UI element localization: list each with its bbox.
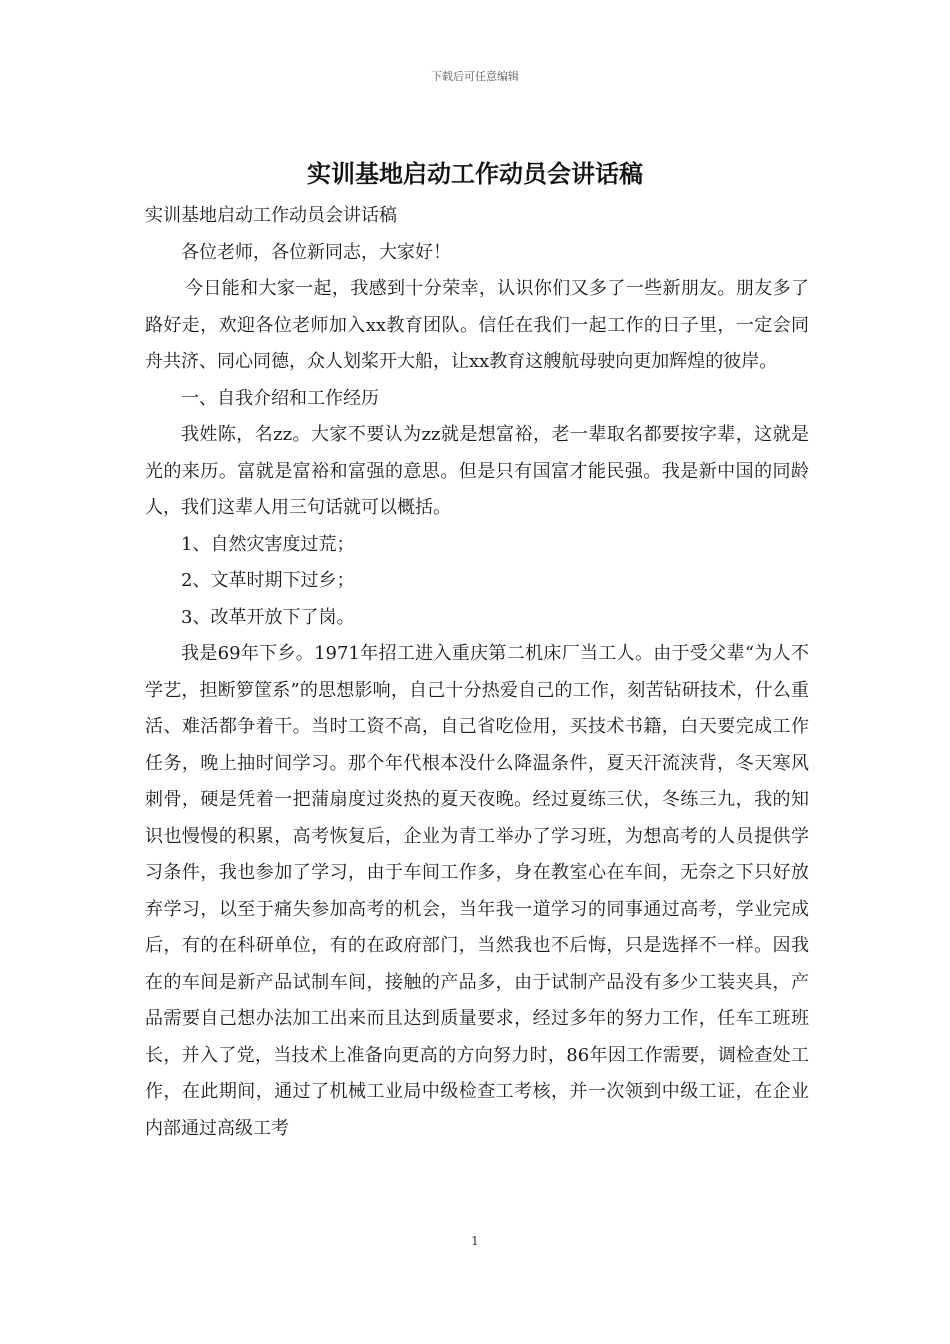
section-heading-1: 一、自我介绍和工作经历 [181,387,379,409]
document-title: 实训基地启动工作动员会讲话稿 [307,160,643,188]
paragraph-subtitle: 实训基地启动工作动员会讲话稿 [145,205,397,226]
paragraph-work-history: 我是69年下乡。1971年招工进入重庆第二机床厂当工人。由于受父辈“为人不学艺，担断箩筐系”的思想影响，自己十分热爱自己的工作，刻苦钻研技术，什么重活、难活都争着干。当时工资不高，自己省吃俭用，买技术书籍，白天要完成工作任务，晚上抽时间学习。那个年代根本没什么降温条件，夏天汗流浃背，冬天寒风刺骨，硬是凭着一把蒲扇度过炎热的夏天夜晚。经过夏练三伏，冬练三九，我的知识也慢慢的积累，高考恢复后，企业为青工举办了学习班，为想高考的人员提供学习条件，我也参加了学习，由于车间工作多，身在教室心在车间，无奈之下只好放弃学习，以至于痛失参加高考的机会，当年我一道学习的同事通过高考，学业完成后，有的在科研单位，有的在政府部门，当然我也不后悔，只是选择不一样。因我在的车间是新产品试制车间，接触的产品多，由于试制产品没有多少工装夹具，产品需要自己想办法加工出来而且达到质量要求，经过多年的努力工作，任车工班班长，并入了党，当技术上准备向更高的方向努力时，86年因工作需要，调检查处工作，在此期间，通过了机械工业局中级检查工考核，并一次领到中级工证，在企业内部通过高级工考 [145,643,809,1139]
list-item-3: 3、改革开放下了岗。 [181,606,355,628]
page-number: 1 [471,1234,479,1248]
paragraph-greeting: 各位老师，各位新同志，大家好！ [181,241,451,263]
document-body [145,198,809,1147]
header-note: 下载后可任意编辑 [431,70,519,83]
paragraph-intro: 今日能和大家一起，我感到十分荣幸，认识你们又多了一些新朋友。朋友多了路好走，欢迎各位老师加入xx教育团队。信任在我们一起工作的日子里，一定会同舟共济、同心同德，众人划桨开大船，让xx教育这艘航母驶向更加辉煌的彼岸。 [145,278,809,372]
list-item-1: 1、自然灾害度过荒； [181,533,355,555]
list-item-2: 2、文革时期下过乡； [181,570,355,591]
paragraph-self-intro: 我姓陈，名zz。大家不要认为zz就是想富裕，老一辈取名都要按字辈，这就是光的来历。富就是富裕和富强的意思。但是只有国富才能民强。我是新中国的同龄人，我们这辈人用三句话就可以概括。 [145,424,809,518]
